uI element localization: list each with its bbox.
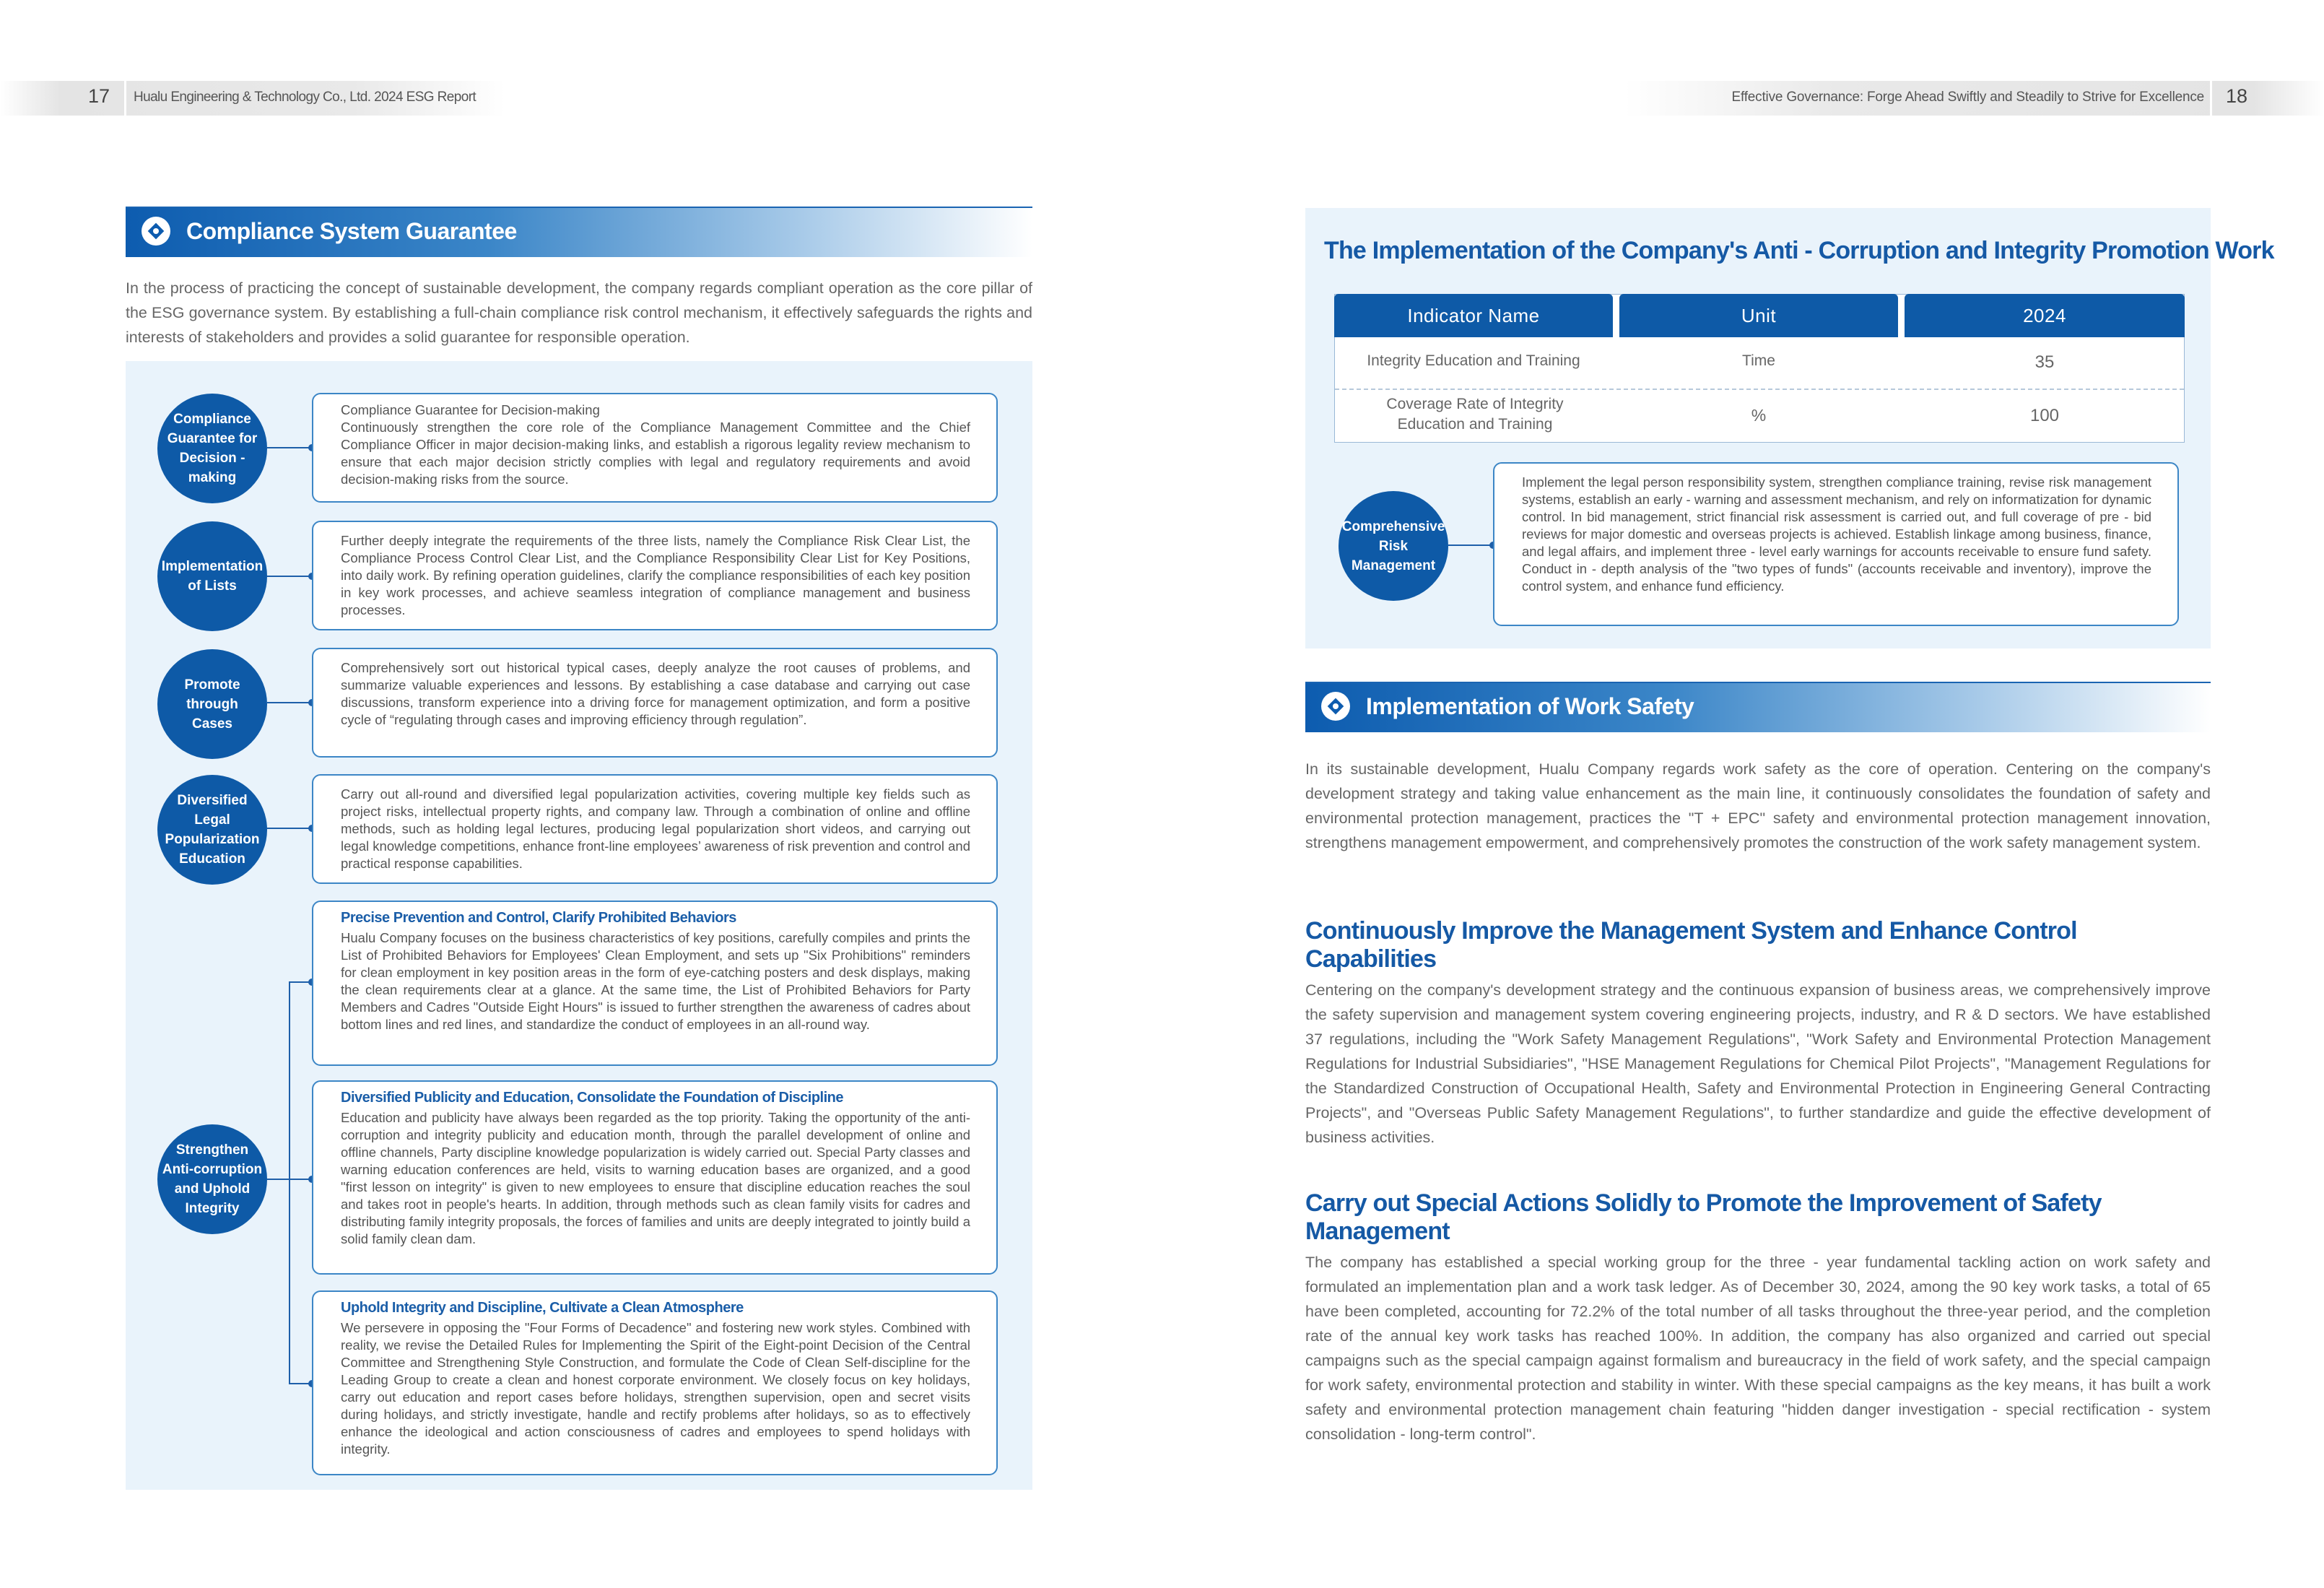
integrity-box-text: We persevere in opposing the "Four Forms of Decadence" and fostering new work styles. Combined with reality, we revise the Detailed Rules for Implementing the Spirit of the Eight-point Decision of the Central Committee and Strengthening Style Construction, and formulate the Code of Clean Self-discipline for the Leading Group to create a clean and honest corporate environment. We closely focus on key holidays, carry out education and report cases before holidays, strengthen supervision, open and secret visits during holidays, and strictly investigate, handle and rectify problems after holidays, so as to effectively enhance the ideological and action consciousness of cadres and employees to spend holidays with integrity. <box>341 1320 970 1457</box>
safety-paragraph: The company has established a special working group for the three - year fundamental tackling action on work safety and formulated an implementation plan and a work task ledger. As of December 30, 2024, among the 90 key work tasks, a total of 65 have been completed, accounting for 72.2% of the total number of all tasks throughout the three-year period, and the completion rate of the annual key work tasks has reached 100%. In addition, the company has also organized and carried out special campaigns such as the special campaign against formalism and bureaucracy in the field of work safety, and the special campaign for work safety, environmental protection and stability in winter. With these special campaigns as the key means, it has built a work safety and environmental protection management chain featuring "hidden danger investigation - special rectification - system consolidation - long-term control". <box>1305 1254 2211 1443</box>
integrity-box <box>312 1080 998 1275</box>
circle-label <box>1339 491 1448 601</box>
integrity-box-title: Precise Prevention and Control, Clarify Prohibited Behaviors <box>341 910 736 926</box>
compliance-item-box: Compliance Guarantee for Decision-making Continuously strengthen the core role of the Compliance Management Committee and the Chief Compliance Officer in major decision-making links, and establish a rigorous legality review mechanism to ensure that each major decision strictly complies with legal and regulatory requirements and avoid decision-making risks from the source. <box>312 393 998 503</box>
table-cell: Time <box>1742 352 1775 369</box>
header-divider <box>2210 81 2212 116</box>
compliance-intro: In the process of practicing the concept of sustainable development, the company regards compliant operation as the core pillar of the ESG governance system. By establishing a full-chain compliance risk control mechanism, it effectively safeguards the rights and interests of stakeholders and provides a solid guarantee for responsible operation. <box>126 279 1032 346</box>
safety-intro: In its sustainable development, Hualu Company regards work safety as the core of operation. Centering on the company's development strategy and taking value enhancement as the main line, it continuously consolidates the foundation of safety and environmental protection management, practices the "T + EPC" safety and environmental protection management innovation, strengthens management empowerment, and comprehensively promotes the construction of the work safety management system. <box>1305 760 2211 851</box>
circle-label-text: Comprehensive Risk Management <box>1341 519 1445 573</box>
right-page-number: 18 <box>2226 85 2248 107</box>
integrity-box-text: Education and publicity have always been regarded as the top priority. Taking the opportunity of the anti-corruption and integrity publicity and education month, through the parallel development of online and offline channels, Party discipline knowledge popularization is widely carried out. Special Party classes and warning education conferences are held, visits to warning education bases are organized, and a good "first lesson on integrity" is given to new employees to ensure that discipline education reaches the soul and takes root in people's hearts. In addition, through methods such as clean family visits for cadres and distributing family integrity proposals, the forces of families and units are deeply integrated to jointly build a solid family clean dam. <box>341 1110 970 1246</box>
integrity-box <box>312 901 998 1066</box>
connector-line <box>267 828 312 829</box>
diamond-icon <box>1321 692 1350 721</box>
table-cell: Coverage Rate of Integrity Education and Training <box>1386 396 1564 433</box>
circle-label <box>157 775 267 885</box>
connector-line <box>1448 544 1493 546</box>
safety-paragraph: Centering on the company's development strategy and the continuous expansion of business areas, we comprehensively improve the safety supervision and management system covering engineering projects, industry, and R & D sectors. We have established 37 regulations, including the "Work Safety Management Regulations", "Work Safety and Environmental Protection Management Regulations for Industrial Subsidiaries", "HSE Management Regulations for Chemical Pilot Projects", "Management Regulations for the Standardized Construction of Occupational Health, Safety and Environmental Protection in Engineering General Contracting Projects", and "Overseas Public Safety Management Regulations", to further standardize and guide the effective development of business activities. <box>1305 981 2211 1146</box>
table-cell: 100 <box>2029 406 2060 425</box>
connector-line <box>267 576 312 577</box>
safety-section-header <box>1305 682 2211 732</box>
diamond-icon <box>142 217 170 246</box>
integrity-box-text: Hualu Company focuses on the business characteristics of key positions, carefully compiles and prints the List of Prohibited Behaviors for Employees' Clean Employment, and sets up "Six Prohibitions" reminders for clean employment in key position areas in the form of eye-catching posters and desk displays, making the clean requirements clear at a glance. At the same time, the List of Prohibited Behaviors for Party Members and Cadres "Outside Eight Hours" is issued to further strengthen the awareness of cadres about bottom lines and red lines, and standardize the conduct of employees in an all-round way. <box>341 930 970 1032</box>
circle-label <box>157 521 267 631</box>
connector-line <box>267 1179 289 1180</box>
circle-label-text: Compliance Guarantee for Decision -making <box>167 412 258 485</box>
integrity-box-title: Diversified Publicity and Education, Consolidate the Foundation of Discipline <box>341 1090 844 1106</box>
safety-section-title: Implementation of Work Safety <box>1366 693 1694 719</box>
table-row-divider <box>1335 389 2184 390</box>
connector-line <box>267 702 312 703</box>
table-cell: % <box>1751 406 1767 425</box>
anticorruption-title: The Implementation of the Company's Anti - Corruption and Integrity Promotion Work <box>1324 237 2274 264</box>
table-header-indicator: Indicator Name <box>1334 294 1613 337</box>
circle-label <box>157 394 267 503</box>
circle-label-text: Strengthen Anti-corruption and Uphold Integrity <box>162 1142 263 1216</box>
table-header-year: 2024 <box>1905 294 2185 337</box>
connector-line <box>267 447 312 448</box>
circle-label-text: Promote through Cases <box>184 677 240 732</box>
left-page-number: 17 <box>88 85 110 107</box>
compliance-item-box: Comprehensively sort out historical typical cases, deeply analyze the root causes of problems, and summarize valuable experiences and lessons. By establishing a case database and carrying out case discussions, transform experience into a driving force for management optimization, and form a positive cycle of “regulating through cases and improving efficiency through regulation”. <box>312 648 998 758</box>
circle-label-text: Implementation of Lists <box>161 559 264 594</box>
integrity-box <box>312 1290 998 1475</box>
right-header-title: Effective Governance: Forge Ahead Swiftly and Steadily to Strive for Excellence <box>1731 90 2204 105</box>
table-header-unit: Unit <box>1619 294 1898 337</box>
compliance-item-box: Carry out all-round and diversified legal popularization activities, covering multiple key fields such as project risks, intellectual property rights, and company law. Through a combination of online and offline methods, such as holding legal lectures, producing legal popularization short videos, and carrying out legal knowledge competitions, enhance front-line employees’ awareness of risk prevention and control and practical response capabilities. <box>312 774 998 884</box>
left-header-title: Hualu Engineering & Technology Co., Ltd. 2024 ESG Report <box>134 90 476 105</box>
table-cell: Integrity Education and Training <box>1367 352 1580 369</box>
connector-vertical <box>289 981 290 1383</box>
circle-label <box>157 1124 267 1234</box>
integrity-box-title: Uphold Integrity and Discipline, Cultivate a Clean Atmosphere <box>341 1300 744 1316</box>
compliance-section-title: Compliance System Guarantee <box>186 218 517 244</box>
compliance-item-box: Further deeply integrate the requirements of the three lists, namely the Compliance Risk Clear List, the Compliance Process Control Clear List, and the Compliance Responsibility Clear List for Key Positions, into daily work. By refining operation guidelines, clarify the compliance responsibilities of each key position in key work processes, and achieve seamless integration of compliance management and business processes. <box>312 521 998 630</box>
risk-management-box: Implement the legal person responsibility system, strengthen compliance training, revise risk management systems, establish an early - warning and assessment mechanism, and rely on informatization for dynamic control. In bid management, strict financial risk assessment is carried out, and full coverage of pre - bid reviews for major domestic and overseas projects is achieved. Establish linkage among business, finance, and legal affairs, and implement three - level early warnings for accounts receivable to ensure fund safety. Conduct in - depth analysis of the "two types of funds" (accounts receivable and inventory), improve the control system, and enhance fund efficiency. <box>1493 462 2179 626</box>
circle-label-text: Diversified Legal Popularization Education <box>165 793 260 867</box>
safety-subheading: Continuously Improve the Management System and Enhance Control Capabilities <box>1305 917 2077 973</box>
table-cell: 35 <box>2034 352 2055 372</box>
circle-label <box>157 649 267 759</box>
compliance-section-header <box>126 207 1032 257</box>
safety-subheading: Carry out Special Actions Solidly to Promote the Improvement of Safety Management <box>1305 1189 2102 1245</box>
header-divider <box>124 81 126 116</box>
